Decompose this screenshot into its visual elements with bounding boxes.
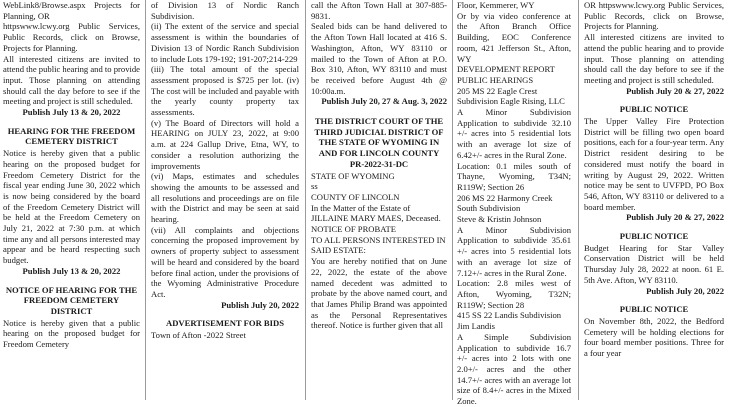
notice-heading: ADVERTISEMENT FOR BIDS: [166, 318, 284, 329]
notice-text: Sealed bids can be hand delivered to the Afton Town Hall located at 416 S. Washington, Afton, WY 83110 or mailed to the Town of Afton at P.O. Box 310, Afton, WY 83110 and must be received before August 4th @ 10:00a.m.: [311, 21, 447, 96]
notice-address: TO ALL PERSONS INTERESTED IN SAID ESTATE:: [311, 234, 446, 256]
notice-text: Location: 0.1 miles south of Thayne, Wyoming, T34N; R119W; Section 26: [457, 160, 571, 192]
notice-heading: NOTICE OF HEARING FOR THE FREEDOM CEMETERY DISTRICT: [5, 284, 138, 316]
notice-text: (iii) The total amount of the special assessment proposed is $725 per lot. (iv) The cost will be included and payable with the yearly county property tax assessments.: [151, 64, 299, 118]
notice-text: call the Afton Town Hall at 307-885-9831.: [311, 0, 447, 21]
publish-date: Publish July 20 & 27, 2022: [626, 85, 724, 96]
court-caption: ss: [311, 181, 318, 192]
notice-text: Notice is hereby given that a public hearing on the proposed budget for Freedom Cemetery District for the fiscal year ending June 30, 2022 which is now being considered by the board of the Freedom Cemetery District will be held at the Freedom Cemetery on July 21, 2022 at 7:30 p.m. at which time any and all persons interested may appear and be heard respecting such budget.: [3, 148, 140, 266]
notice-title: NOTICE OF PROBATE: [311, 224, 396, 235]
report-subtitle: PUBLIC HEARINGS: [457, 74, 534, 85]
notice-heading: HEARING FOR THE FREEDOM CEMETERY DISTRICT: [7, 125, 136, 147]
applicant-name: Steve & Kristin Johnson: [457, 214, 542, 225]
notice-text: httpswww.lcwy.org Public Services, Public Records, click on Browse, Projects for Planning.: [3, 21, 140, 53]
notice-text: Town of Afton -2022 Street: [151, 330, 246, 341]
notice-heading: PUBLIC NOTICE: [619, 304, 689, 315]
notices-column-3: [311, 0, 447, 400]
column-divider: [452, 0, 453, 400]
notice-heading: PUBLIC NOTICE: [619, 104, 689, 115]
notice-text: All interested citizens are invited to attend the public hearing and to provide input. Those planning on attending should call the day before to see if the meeting and project is still scheduled.: [3, 53, 140, 107]
report-title: DEVELOPMENT REPORT: [457, 64, 555, 75]
subdivision-title: 205 MS 22 Eagle Crest Subdivision Eagle Rising, LLC: [457, 85, 565, 107]
notice-text: All interested citizens are invited to attend the public hearing and to provide input. Those planning on attending should call the day before to see if the meeting and project is still scheduled.: [584, 32, 724, 85]
notices-column-2: [151, 0, 299, 400]
notice-text: A Minor Subdivision Application to subdivide 32.10 +/- acres into 5 residential lots with an average lot size of 6.42+/- acres in the Rural Zone.: [457, 107, 571, 160]
notice-text: OR httpswww.lcwy.org Public Services, Public Records, click on Browse, Projects for Planning.: [584, 0, 724, 32]
publish-date: Publish July 20, 2022: [646, 285, 724, 296]
notice-text: Budget Hearing for Star Valley Conservation District will be held Thursday July 28, 2022 at noon. 61 E. 5th Ave. Afton, WY 83110.: [584, 242, 724, 285]
notice-text: (ii) The extent of the service and special assessment is within the boundaries of Division 13 of Nordic Ranch Subdivision to include Lots 179-192; 191-207;214-229: [151, 21, 299, 64]
publish-date: Publish July 20, 2022: [221, 299, 299, 310]
publish-date: Publish July 20, 27 & Aug. 3, 2022: [321, 96, 447, 107]
estate-caption: In the Matter of the Estate of JILLAINE MARY MAES, Deceased.: [311, 202, 441, 224]
notice-heading: THE DISTRICT COURT OF THE THIRD JUDICIAL DISTRICT OF THE STATE OF WYOMING IN AND FOR LINCOLN COUNTY PR-2022-31-DC: [314, 116, 444, 169]
notice-heading: PUBLIC NOTICE: [619, 231, 689, 242]
notices-column-1: [3, 0, 140, 400]
court-caption: STATE OF WYOMING: [311, 170, 395, 181]
court-caption: COUNTY OF LINCOLN: [311, 191, 400, 202]
notice-text: of Division 13 of Nordic Ranch Subdivision.: [151, 0, 299, 21]
notice-text: The Upper Valley Fire Protection District will be filling two open board positions, each for a four-year term. Any District resident desiring to be considered must notify the board in writing by August 29, 2022. Written notice may be sent to UVFPD, PO Box 546, Afton, WY 83110 or delivered to a board member.: [584, 116, 724, 212]
notice-text: Notice is hereby given that a public hearing on the proposed budget for Freedom Cemetery: [3, 317, 140, 350]
notice-text: Or by via video conference at the Afton Branch Office Building, EOC Conference room, 421 Jefferson St., Afton, WY: [457, 10, 571, 64]
notices-column-4: [457, 0, 571, 407]
column-divider: [578, 0, 579, 400]
applicant-name: Jim Landis: [457, 321, 495, 332]
publish-date: Publish July 20 & 27, 2022: [626, 212, 724, 223]
notice-text: A Minor Subdivision Application to subdivide 35.61 +/- acres into 5 residential lots with an average lot size of 7.12+/- acres in the Rural Zone.: [457, 224, 571, 278]
subdivision-title: 206 MS 22 Harmony Creek South Subdivision: [457, 192, 553, 214]
notice-text: Location: 2.8 miles west of Afton, Wyoming, T32N; R119W; Section 28: [457, 278, 571, 310]
notice-text: (v) The Board of Directors will hold a HEARING on JULY 23, 2022, at 9:00 a.m. at 224 Gallup Drive, Etna, WY, to consider a resolution authorizing the improvements: [151, 117, 299, 171]
column-divider: [145, 0, 146, 400]
notice-text: (vi) Maps, estimates and schedules showing the amounts to be assessed and all resolutions and proceedings are on file with the District and may be seen at said hearing.: [151, 171, 299, 225]
notice-text: WebLink8/Browse.aspx Projects for Planning, OR: [3, 0, 140, 21]
column-divider: [305, 0, 306, 400]
notice-text: You are hereby notified that on June 22, 2022, the estate of the above named decedent was admitted to probate by the above named court, and that James Philip Brand was appointed as the Personal Representatives thereof. Notice is further given that all: [311, 256, 447, 331]
publish-date: Publish July 13 & 20, 2022: [22, 107, 121, 118]
notice-text: A Simple Subdivision Application to subdivide 16.7 +/- acres into 2 lots with one 2.0+/- acres and the other 14.7+/- acres with an average lot size of 8.4+/- acres in the Mixed Zone.: [457, 331, 571, 407]
notice-text: (vii) All complaints and objections concerning the proposed improvement by owners of property subject to assessment will be heard and considered by the board before final action, under the provisions of the Wyoming Administrative Procedure Act.: [151, 224, 299, 299]
publish-date: Publish July 13 & 20, 2022: [22, 265, 121, 276]
notice-text: On November 8th, 2022, the Bedford Cemetery will be holding elections for four board member positions. Three for a four year: [584, 315, 724, 359]
notices-column-5: [584, 0, 724, 400]
notice-text: Floor, Kemmerer, WY: [457, 0, 535, 10]
subdivision-title: 415 SS 22 Landis Subdivision: [457, 310, 562, 321]
